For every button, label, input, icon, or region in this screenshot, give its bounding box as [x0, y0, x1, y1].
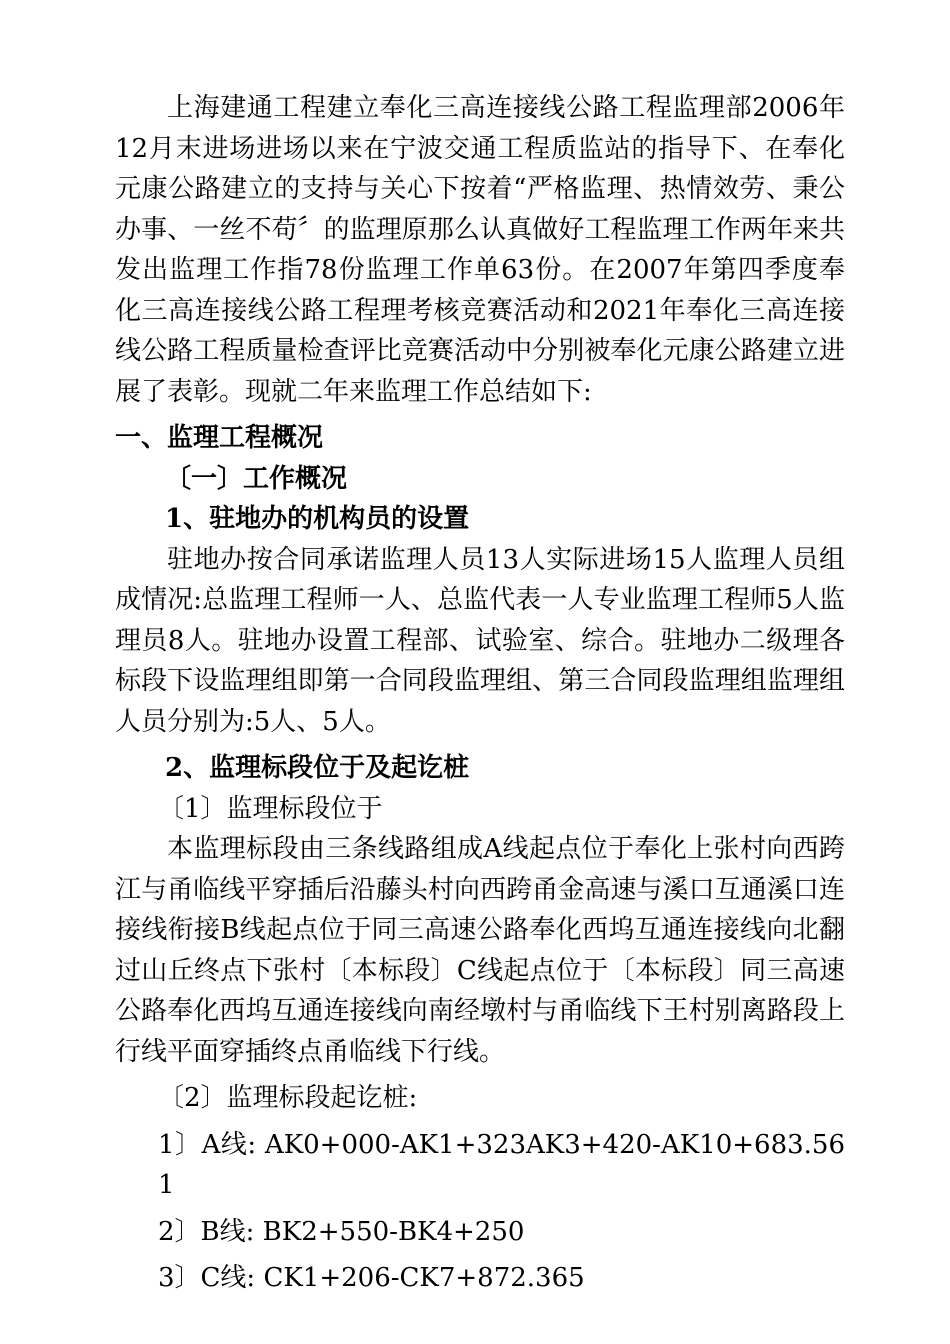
staffing-paragraph: 驻地办按合同承诺监理人员13人实际进场15人监理人员组成情况:总监理工程师一人、总监代表一人专业监理工程师5人监理员8人。驻地办设置工程部、试验室、综合。驻地办二级理各标段下设监理组即第一合同段监理组、第三合同段监理组监理组人员分别为:5人、5人。 — [115, 544, 845, 737]
location-subheading: 〔1〕监理标段位于 — [158, 793, 383, 824]
pile-subheading: 〔2〕监理标段起讫桩: — [158, 1083, 418, 1113]
pile-line-a: 1〕A线: AK0+000-AK1+323AK3+420-AK10+683.561 — [158, 1129, 845, 1200]
pile-line-b: 2〕B线: BK2+550-BK4+250 — [158, 1216, 525, 1247]
subsection-heading: 〔一〕工作概况 — [165, 463, 348, 494]
location-paragraph: 本监理标段由三条线路组成A线起点位于奉化上张村向西跨江与甬临线平穿插后沿藤头村向西跨甬金高速与溪口互通溪口连接线衔接B线起点位于同三高速公路奉化西坞互通连接线向北翻过山丘终点下张村〔本标段〕C线起点位于〔本标段〕同三高速公路奉化西坞互通连接线向南经墩村与甬临线下王村别离路段上行线平面穿插终点甬临线下行线。 — [115, 834, 845, 1067]
document-body — [115, 88, 845, 1299]
item-heading-location: 2、监理标段位于及起讫桩 — [165, 753, 470, 783]
section-heading: 一、监理工程概况 — [115, 423, 324, 453]
pile-line-c: 3〕C线: CK1+206-CK7+872.365 — [158, 1263, 585, 1293]
intro-paragraph: 上海建通工程建立奉化三高连接线公路工程监理部2006年12月末进场进场以来在宁波交通工程质监站的指导下、在奉化元康公路建立的支持与关心下按着“严格监理、热情效劳、秉公办事、一丝不苟〞的监理原那么认真做好工程监理工作两年来共发出监理工作指78份监理工作单63份。在2007年第四季度奉化三高连接线公路工程理考核竞赛活动和2021年奉化三高连接线公路工程质量检查评比竞赛活动中分别被奉化元康公路建立进展了表彰。现就二年来监理工作总结如下: — [115, 93, 845, 407]
item-heading-staffing: 1、驻地办的机构员的设置 — [165, 504, 470, 534]
